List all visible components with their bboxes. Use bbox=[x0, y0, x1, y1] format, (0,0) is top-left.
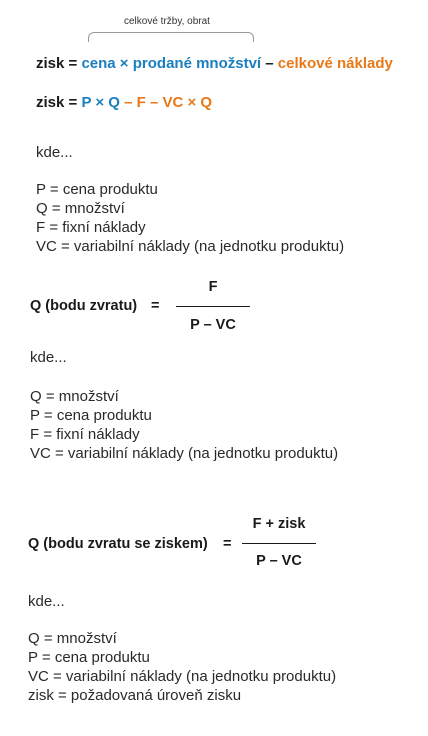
breakeven-lhs: Q (bodu zvratu) bbox=[30, 298, 138, 314]
section1-kde: kde... bbox=[36, 144, 73, 161]
breakeven-numerator: F bbox=[208, 279, 218, 295]
profit-symbols-revenue: P × Q bbox=[81, 94, 120, 111]
breakeven-profit-numerator: F + zisk bbox=[252, 516, 306, 532]
breakeven-equals: = bbox=[151, 298, 160, 314]
revenue-annotation: celkové tržby, obrat bbox=[124, 16, 210, 27]
breakeven-profit-lhs: Q (bodu zvratu se ziskem) bbox=[28, 536, 208, 552]
list-item: Q = množství bbox=[30, 388, 119, 405]
list-item: zisk = požadovaná úroveň zisku bbox=[28, 687, 242, 704]
list-item: F = fixní náklady bbox=[30, 426, 140, 443]
list-item: Q = množství bbox=[28, 630, 117, 647]
list-item: P = cena produktu bbox=[28, 649, 150, 666]
list-item: F = fixní náklady bbox=[36, 219, 146, 236]
profit-formula-revenue: cena × prodané množství bbox=[81, 55, 262, 72]
profit-symbols-costs: – F – VC × Q bbox=[124, 94, 213, 111]
breakeven-profit-legend bbox=[28, 629, 336, 705]
profit-formula-costs: celkové náklady bbox=[277, 55, 393, 72]
breakeven-fraction-bar bbox=[176, 306, 250, 307]
list-item: VC = variabilní náklady (na jednotku produktu) bbox=[28, 668, 337, 685]
breakeven-profit-kde: kde... bbox=[28, 593, 65, 610]
profit-formula-lhs: zisk = bbox=[36, 55, 78, 72]
section1-legend bbox=[36, 180, 344, 256]
breakeven-legend bbox=[30, 387, 338, 463]
profit-symbols-lhs: zisk = bbox=[36, 94, 78, 111]
breakeven-profit-fraction-bar bbox=[242, 543, 316, 544]
profit-formula-symbols bbox=[36, 94, 212, 111]
profit-formula-minus: – bbox=[265, 55, 274, 72]
list-item: VC = variabilní náklady (na jednotku produktu) bbox=[36, 238, 345, 255]
list-item: P = cena produktu bbox=[36, 181, 158, 198]
list-item: Q = množství bbox=[36, 200, 125, 217]
profit-formula-words bbox=[36, 55, 393, 72]
breakeven-profit-denominator: P – VC bbox=[256, 553, 302, 569]
list-item: VC = variabilní náklady (na jednotku produktu) bbox=[30, 445, 339, 462]
revenue-brace bbox=[88, 32, 254, 42]
list-item: P = cena produktu bbox=[30, 407, 152, 424]
breakeven-profit-equals: = bbox=[223, 536, 232, 552]
breakeven-denominator: P – VC bbox=[190, 317, 236, 333]
breakeven-kde: kde... bbox=[30, 349, 67, 366]
